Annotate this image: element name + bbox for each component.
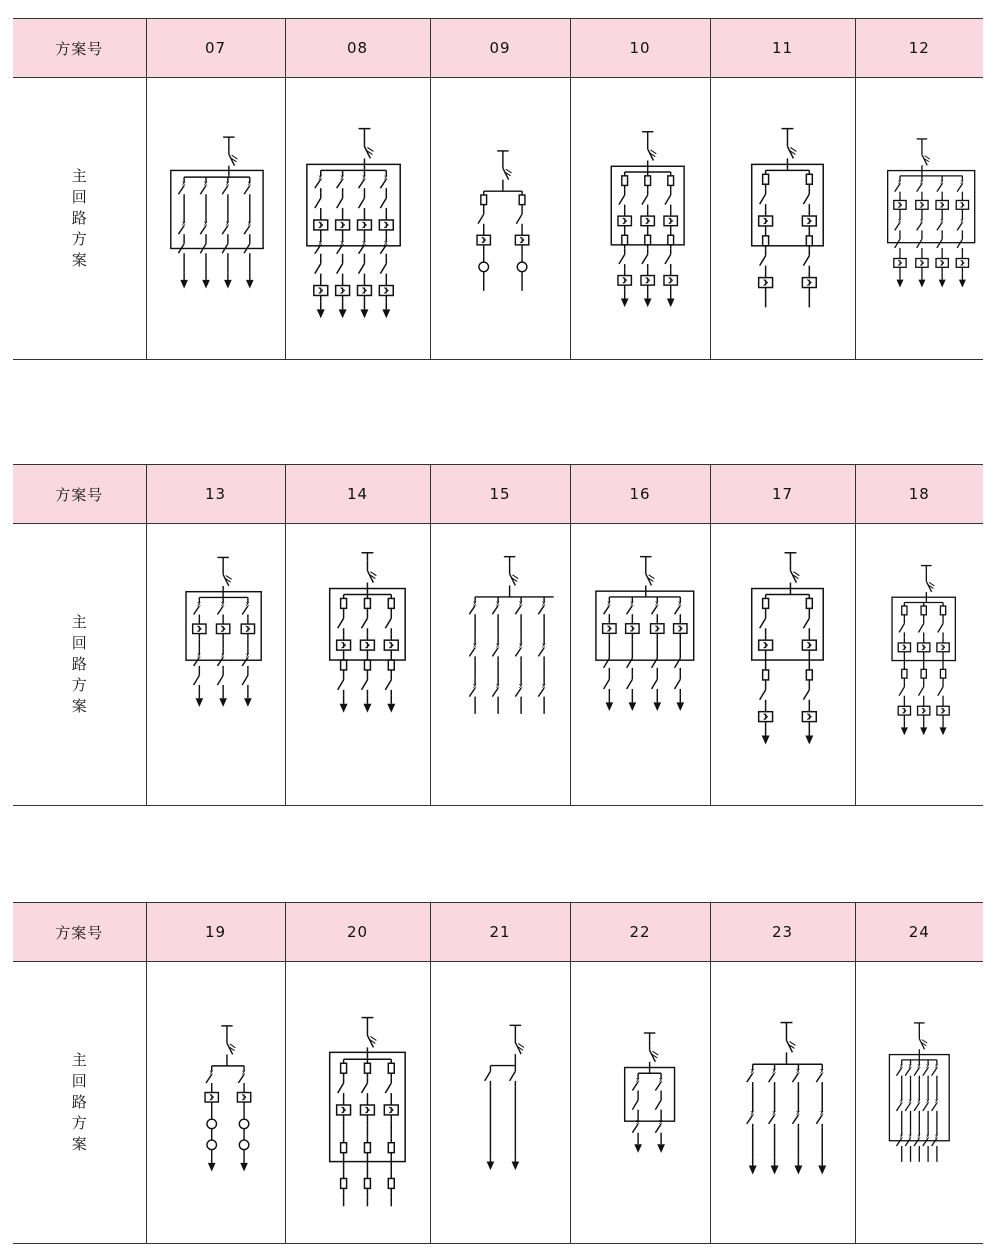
scheme-number: 15 (430, 465, 570, 524)
circuit-diagram-cell (570, 78, 710, 360)
scheme-table-2 (13, 464, 983, 806)
circuit-diagram-cell (430, 524, 570, 806)
scheme-number: 19 (146, 903, 285, 962)
svg-text:x: x (919, 178, 923, 186)
scheme-number: 24 (855, 903, 983, 962)
svg-text:x: x (934, 1062, 938, 1070)
svg-text:x: x (897, 217, 901, 225)
svg-text:x: x (472, 641, 477, 650)
svg-text:x: x (541, 641, 546, 650)
svg-text:x: x (339, 238, 344, 247)
svg-text:x: x (383, 238, 388, 247)
svg-text:x: x (907, 1133, 912, 1141)
circuit-diagram (431, 524, 570, 805)
svg-text:x: x (925, 1062, 930, 1070)
svg-text:x: x (225, 219, 229, 228)
svg-text:x: x (907, 1097, 912, 1105)
svg-text:x: x (897, 178, 901, 186)
scheme-number: 21 (430, 903, 570, 962)
scheme-table-1 (13, 18, 983, 360)
scheme-table-3 (13, 902, 983, 1244)
circuit-diagram (571, 78, 710, 359)
svg-text:x: x (916, 1097, 921, 1105)
circuit-diagram-cell (146, 962, 285, 1244)
svg-text:x: x (472, 599, 477, 608)
svg-text:x: x (241, 1068, 246, 1077)
scheme-number: 10 (570, 19, 710, 78)
svg-text:x: x (245, 599, 249, 608)
svg-text:x: x (925, 1133, 930, 1141)
svg-text:x: x (518, 681, 523, 690)
circuit-diagram-cell (285, 962, 430, 1244)
svg-text:x: x (934, 1097, 938, 1105)
svg-text:x: x (208, 1068, 213, 1077)
svg-text:x: x (495, 599, 500, 608)
svg-text:x: x (629, 599, 634, 608)
svg-text:x: x (495, 681, 500, 690)
svg-text:x: x (245, 651, 249, 660)
svg-text:x: x (658, 1118, 663, 1127)
circuit-diagram (856, 524, 984, 805)
svg-text:x: x (771, 1067, 776, 1076)
svg-text:x: x (495, 641, 500, 650)
svg-text:x: x (899, 1133, 903, 1141)
scheme-number: 23 (710, 903, 855, 962)
svg-text:x: x (899, 1062, 903, 1070)
svg-text:x: x (934, 1133, 938, 1141)
circuit-diagram-cell (855, 78, 983, 360)
scheme-number: 17 (710, 465, 855, 524)
svg-text:x: x (518, 641, 523, 650)
circuit-diagram-cell (430, 78, 570, 360)
svg-text:x: x (361, 173, 366, 182)
header-label: 方案号 (13, 19, 146, 78)
svg-text:x: x (317, 173, 322, 182)
circuit-diagram (571, 962, 710, 1243)
circuit-diagram-cell (570, 524, 710, 806)
svg-text:x: x (795, 1067, 800, 1076)
circuit-diagram-cell (285, 78, 430, 360)
scheme-number: 08 (285, 19, 430, 78)
svg-text:x: x (541, 681, 546, 690)
circuit-diagram-cell (570, 962, 710, 1244)
svg-text:x: x (677, 599, 682, 608)
circuit-diagram-cell (146, 78, 285, 360)
svg-text:x: x (181, 219, 186, 228)
circuit-diagram (571, 524, 710, 805)
svg-text:x: x (939, 178, 944, 186)
scheme-number: 12 (855, 19, 983, 78)
svg-text:x: x (916, 1133, 921, 1141)
svg-text:x: x (225, 179, 229, 188)
svg-text:x: x (635, 1075, 640, 1084)
row-label: 主 回 路 方 案 (71, 167, 87, 269)
circuit-diagram-cell (146, 524, 285, 806)
svg-text:x: x (203, 219, 208, 228)
row-label: 主 回 路 方 案 (71, 613, 87, 715)
svg-text:x: x (899, 1097, 903, 1105)
circuit-diagram (856, 962, 984, 1243)
svg-text:x: x (606, 599, 611, 608)
svg-text:x: x (959, 178, 964, 186)
scheme-number: 13 (146, 465, 285, 524)
circuit-diagram (286, 78, 430, 359)
circuit-diagram (286, 524, 430, 805)
svg-text:x: x (518, 599, 523, 608)
svg-text:x: x (196, 599, 201, 608)
circuit-diagram-cell (710, 78, 855, 360)
svg-text:x: x (658, 1075, 663, 1084)
svg-text:x: x (939, 217, 944, 225)
svg-text:x: x (749, 1108, 754, 1117)
circuit-diagram (711, 962, 855, 1243)
circuit-diagram-cell (285, 524, 430, 806)
scheme-number: 14 (285, 465, 430, 524)
circuit-diagram (431, 962, 570, 1243)
circuit-diagram-cell (710, 962, 855, 1244)
svg-text:x: x (317, 238, 322, 247)
svg-text:x: x (654, 599, 659, 608)
circuit-diagram (711, 78, 855, 359)
svg-text:x: x (749, 1067, 754, 1076)
circuit-diagram-cell (855, 962, 983, 1244)
circuit-diagram-cell (430, 962, 570, 1244)
svg-text:x: x (246, 219, 251, 228)
circuit-diagram (147, 962, 285, 1243)
scheme-number: 16 (570, 465, 710, 524)
row-label: 主 回 路 方 案 (71, 1051, 87, 1153)
svg-text:x: x (635, 1118, 640, 1127)
svg-text:x: x (771, 1108, 776, 1117)
circuit-diagram (147, 524, 285, 805)
svg-text:x: x (819, 1067, 824, 1076)
svg-text:x: x (383, 173, 388, 182)
svg-text:x: x (541, 599, 546, 608)
circuit-diagram (431, 78, 570, 359)
header-label: 方案号 (13, 903, 146, 962)
scheme-number: 07 (146, 19, 285, 78)
scheme-number: 20 (285, 903, 430, 962)
circuit-diagram (711, 524, 855, 805)
circuit-diagram-cell (855, 524, 983, 806)
svg-text:x: x (361, 238, 366, 247)
scheme-number: 22 (570, 903, 710, 962)
svg-text:x: x (959, 217, 964, 225)
svg-text:x: x (907, 1062, 912, 1070)
svg-text:x: x (203, 179, 208, 188)
svg-text:x: x (339, 173, 344, 182)
circuit-diagram (286, 962, 430, 1243)
scheme-number: 09 (430, 19, 570, 78)
svg-text:x: x (181, 179, 186, 188)
circuit-diagram (147, 78, 285, 359)
circuit-diagram-cell (710, 524, 855, 806)
svg-text:x: x (246, 179, 251, 188)
svg-text:x: x (220, 599, 225, 608)
svg-text:x: x (819, 1108, 824, 1117)
svg-text:x: x (925, 1097, 930, 1105)
svg-text:x: x (916, 1062, 921, 1070)
circuit-diagram (856, 78, 984, 359)
svg-text:x: x (472, 681, 477, 690)
svg-text:x: x (795, 1108, 800, 1117)
svg-text:x: x (220, 651, 225, 660)
header-label: 方案号 (13, 465, 146, 524)
svg-text:x: x (196, 651, 201, 660)
scheme-number: 18 (855, 465, 983, 524)
svg-text:x: x (919, 217, 923, 225)
scheme-number: 11 (710, 19, 855, 78)
